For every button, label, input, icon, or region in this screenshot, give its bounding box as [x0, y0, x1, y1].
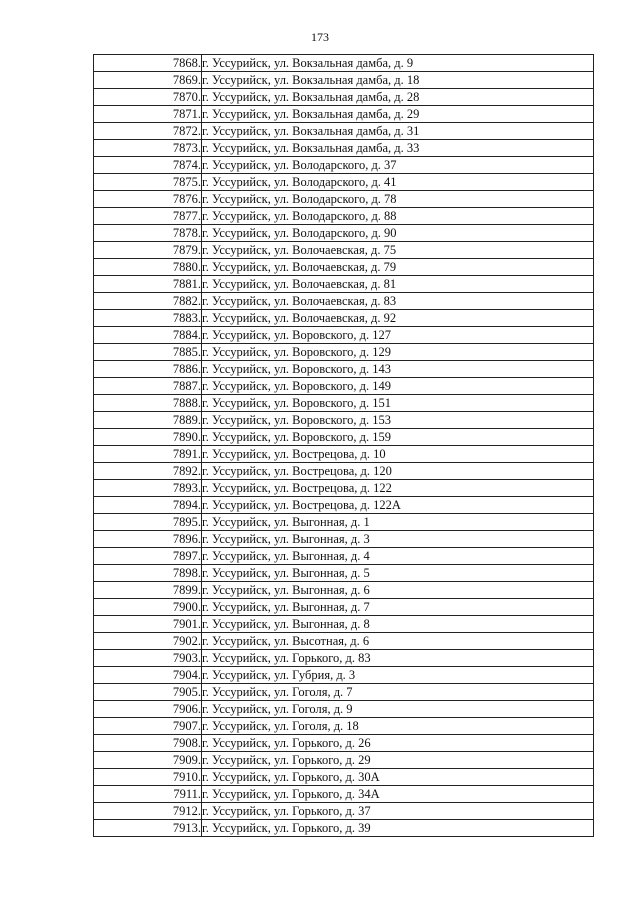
row-number: 7905.: [94, 684, 202, 701]
row-address: г. Уссурийск, ул. Володарского, д. 88: [202, 208, 594, 225]
row-number: 7909.: [94, 752, 202, 769]
table-row: [94, 412, 594, 429]
row-number: 7903.: [94, 650, 202, 667]
table-row: [94, 208, 594, 225]
row-address: г. Уссурийск, ул. Волочаевская, д. 83: [202, 293, 594, 310]
row-number: 7897.: [94, 548, 202, 565]
address-table: [93, 54, 594, 837]
row-address: г. Уссурийск, ул. Горького, д. 34А: [202, 786, 594, 803]
row-number: 7907.: [94, 718, 202, 735]
table-row: [94, 480, 594, 497]
row-address: г. Уссурийск, ул. Высотная, д. 6: [202, 633, 594, 650]
row-number: 7874.: [94, 157, 202, 174]
row-number: 7889.: [94, 412, 202, 429]
row-address: г. Уссурийск, ул. Волочаевская, д. 75: [202, 242, 594, 259]
row-address: г. Уссурийск, ул. Вокзальная дамба, д. 28: [202, 89, 594, 106]
row-number: 7898.: [94, 565, 202, 582]
table-row: [94, 701, 594, 718]
row-number: 7876.: [94, 191, 202, 208]
table-row: [94, 378, 594, 395]
table-row: [94, 463, 594, 480]
table-row: [94, 259, 594, 276]
row-number: 7892.: [94, 463, 202, 480]
row-number: 7883.: [94, 310, 202, 327]
row-address: г. Уссурийск, ул. Горького, д. 37: [202, 803, 594, 820]
row-number: 7882.: [94, 293, 202, 310]
table-row: [94, 531, 594, 548]
row-address: г. Уссурийск, ул. Выгонная, д. 3: [202, 531, 594, 548]
row-number: 7877.: [94, 208, 202, 225]
row-address: г. Уссурийск, ул. Вострецова, д. 122А: [202, 497, 594, 514]
table-row: [94, 140, 594, 157]
table-row: [94, 497, 594, 514]
row-number: 7910.: [94, 769, 202, 786]
row-address: г. Уссурийск, ул. Выгонная, д. 4: [202, 548, 594, 565]
table-row: [94, 650, 594, 667]
row-number: 7896.: [94, 531, 202, 548]
row-address: г. Уссурийск, ул. Володарского, д. 37: [202, 157, 594, 174]
page-number: 173: [311, 30, 329, 44]
row-number: 7890.: [94, 429, 202, 446]
row-address: г. Уссурийск, ул. Воровского, д. 143: [202, 361, 594, 378]
table-row: [94, 803, 594, 820]
row-number: 7880.: [94, 259, 202, 276]
row-number: 7904.: [94, 667, 202, 684]
row-number: 7899.: [94, 582, 202, 599]
row-number: 7879.: [94, 242, 202, 259]
row-number: 7893.: [94, 480, 202, 497]
row-address: г. Уссурийск, ул. Горького, д. 39: [202, 820, 594, 837]
table-row: [94, 72, 594, 89]
table-row: [94, 514, 594, 531]
row-address: г. Уссурийск, ул. Выгонная, д. 8: [202, 616, 594, 633]
row-address: г. Уссурийск, ул. Гоголя, д. 7: [202, 684, 594, 701]
row-address: г. Уссурийск, ул. Воровского, д. 129: [202, 344, 594, 361]
row-address: г. Уссурийск, ул. Володарского, д. 78: [202, 191, 594, 208]
row-number: 7913.: [94, 820, 202, 837]
row-number: 7872.: [94, 123, 202, 140]
row-address: г. Уссурийск, ул. Гоголя, д. 18: [202, 718, 594, 735]
row-address: г. Уссурийск, ул. Горького, д. 26: [202, 735, 594, 752]
row-number: 7873.: [94, 140, 202, 157]
table-row: [94, 616, 594, 633]
row-address: г. Уссурийск, ул. Вокзальная дамба, д. 31: [202, 123, 594, 140]
table-row: [94, 310, 594, 327]
row-number: 7875.: [94, 174, 202, 191]
table-row: [94, 429, 594, 446]
address-table-body: [94, 55, 594, 837]
row-address: г. Уссурийск, ул. Выгонная, д. 1: [202, 514, 594, 531]
row-number: 7894.: [94, 497, 202, 514]
row-number: 7895.: [94, 514, 202, 531]
table-row: [94, 327, 594, 344]
row-address: г. Уссурийск, ул. Вокзальная дамба, д. 9: [202, 55, 594, 72]
row-number: 7900.: [94, 599, 202, 616]
row-address: г. Уссурийск, ул. Вострецова, д. 120: [202, 463, 594, 480]
table-row: [94, 174, 594, 191]
row-number: 7891.: [94, 446, 202, 463]
row-address: г. Уссурийск, ул. Воровского, д. 149: [202, 378, 594, 395]
table-row: [94, 769, 594, 786]
row-address: г. Уссурийск, ул. Вокзальная дамба, д. 33: [202, 140, 594, 157]
table-row: [94, 106, 594, 123]
table-row: [94, 786, 594, 803]
row-address: г. Уссурийск, ул. Воровского, д. 159: [202, 429, 594, 446]
table-row: [94, 667, 594, 684]
row-address: г. Уссурийск, ул. Выгонная, д. 7: [202, 599, 594, 616]
row-number: 7881.: [94, 276, 202, 293]
row-address: г. Уссурийск, ул. Горького, д. 29: [202, 752, 594, 769]
row-address: г. Уссурийск, ул. Воровского, д. 151: [202, 395, 594, 412]
row-address: г. Уссурийск, ул. Вокзальная дамба, д. 29: [202, 106, 594, 123]
row-address: г. Уссурийск, ул. Губрия, д. 3: [202, 667, 594, 684]
row-address: г. Уссурийск, ул. Воровского, д. 153: [202, 412, 594, 429]
table-row: [94, 820, 594, 837]
row-address: г. Уссурийск, ул. Выгонная, д. 6: [202, 582, 594, 599]
table-row: [94, 684, 594, 701]
table-row: [94, 191, 594, 208]
row-number: 7912.: [94, 803, 202, 820]
table-row: [94, 395, 594, 412]
row-number: 7868.: [94, 55, 202, 72]
table-row: [94, 225, 594, 242]
table-row: [94, 752, 594, 769]
row-address: г. Уссурийск, ул. Горького, д. 30А: [202, 769, 594, 786]
row-address: г. Уссурийск, ул. Волочаевская, д. 79: [202, 259, 594, 276]
row-number: 7901.: [94, 616, 202, 633]
table-row: [94, 293, 594, 310]
row-address: г. Уссурийск, ул. Воровского, д. 127: [202, 327, 594, 344]
table-row: [94, 565, 594, 582]
row-number: 7887.: [94, 378, 202, 395]
row-number: 7871.: [94, 106, 202, 123]
row-address: г. Уссурийск, ул. Горького, д. 83: [202, 650, 594, 667]
row-number: 7888.: [94, 395, 202, 412]
row-address: г. Уссурийск, ул. Володарского, д. 90: [202, 225, 594, 242]
row-number: 7902.: [94, 633, 202, 650]
row-address: г. Уссурийск, ул. Выгонная, д. 5: [202, 565, 594, 582]
table-row: [94, 582, 594, 599]
row-address: г. Уссурийск, ул. Волочаевская, д. 81: [202, 276, 594, 293]
row-address: г. Уссурийск, ул. Вострецова, д. 122: [202, 480, 594, 497]
table-row: [94, 361, 594, 378]
table-row: [94, 599, 594, 616]
row-number: 7908.: [94, 735, 202, 752]
row-address: г. Уссурийск, ул. Володарского, д. 41: [202, 174, 594, 191]
row-address: г. Уссурийск, ул. Волочаевская, д. 92: [202, 310, 594, 327]
table-row: [94, 242, 594, 259]
row-address: г. Уссурийск, ул. Вострецова, д. 10: [202, 446, 594, 463]
table-row: [94, 718, 594, 735]
row-number: 7885.: [94, 344, 202, 361]
table-row: [94, 276, 594, 293]
table-row: [94, 633, 594, 650]
table-row: [94, 55, 594, 72]
table-row: [94, 89, 594, 106]
row-number: 7869.: [94, 72, 202, 89]
row-number: 7878.: [94, 225, 202, 242]
row-address: г. Уссурийск, ул. Гоголя, д. 9: [202, 701, 594, 718]
table-row: [94, 735, 594, 752]
row-number: 7906.: [94, 701, 202, 718]
row-number: 7884.: [94, 327, 202, 344]
table-row: [94, 446, 594, 463]
row-number: 7870.: [94, 89, 202, 106]
table-row: [94, 548, 594, 565]
row-address: г. Уссурийск, ул. Вокзальная дамба, д. 18: [202, 72, 594, 89]
table-row: [94, 157, 594, 174]
row-number: 7911.: [94, 786, 202, 803]
table-row: [94, 123, 594, 140]
table-row: [94, 344, 594, 361]
row-number: 7886.: [94, 361, 202, 378]
